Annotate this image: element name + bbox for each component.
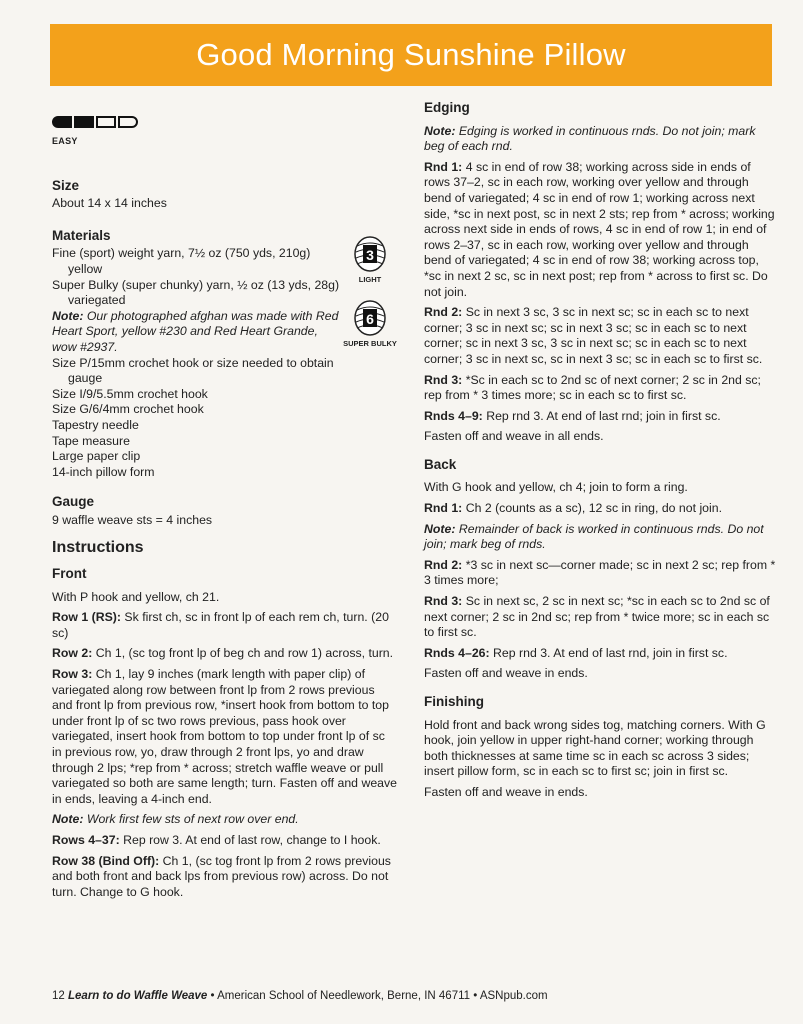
back-rnd-3: Rnd 3: Sc in next sc, 2 sc in next sc; *sc in each sc to 2nd sc of next corner; 2 sc in 2nd sc; rep from * twice more; sc in each sc to first sc. [424, 594, 770, 640]
right-column [424, 100, 776, 806]
material-item: Tapestry needle [52, 417, 139, 432]
materials-heading: Materials [52, 227, 111, 243]
material-item: Size I/9/5.5mm crochet hook [52, 386, 208, 401]
back-rnds-4-26: Rnds 4–26: Rep rnd 3. At end of last rnd, join in first sc. [424, 645, 728, 660]
finishing-text: Hold front and back wrong sides tog, matching corners. With G hook, join yellow in upper right-hand corner; working through both thicknesses at same time sc in each sc across 3 sides; insert pillow form, sc in each sc to first sc; join in first sc. [424, 717, 766, 779]
front-intro: With P hook and yellow, ch 21. [52, 589, 220, 604]
materials-list [52, 246, 340, 480]
book-title: Learn to do Waffle Weave [68, 990, 208, 1002]
back-intro: With G hook and yellow, ch 4; join to form a ring. [424, 480, 688, 495]
skill-level-icon [52, 114, 397, 130]
materials-note [52, 309, 340, 356]
back-fasten: Fasten off and weave in ends. [424, 666, 588, 681]
yarn-weight-number: 6 [366, 311, 374, 327]
front-note: Note: Work first few sts of next row over end. [52, 812, 299, 827]
publisher-info: • American School of Needlework, Berne, IN 46711 • ASNpub.com [210, 990, 548, 1002]
left-column [52, 100, 397, 905]
finishing-heading: Finishing [424, 694, 484, 709]
page-footer [52, 990, 752, 1002]
back-heading: Back [424, 456, 457, 472]
front-heading: Front [52, 566, 87, 582]
edging-note: Note: Edging is worked in continuous rnds. Do not join; mark beg of each rnd. [424, 123, 756, 154]
back-rnd-2: Rnd 2: *3 sc in next sc—corner made; sc in next 2 sc; rep from * 3 times more; [424, 557, 776, 588]
page-title: Good Morning Sunshine Pillow [50, 24, 772, 86]
material-item: Size G/6/4mm crochet hook [52, 402, 204, 417]
edging-rnd-3: Rnd 3: *Sc in each sc to 2nd sc of next corner; 2 sc in 2nd sc; rep from * 3 times more; sc in each sc to first sc. [424, 372, 761, 403]
note-text: Our photographed afghan was made with Red Heart Sport, yellow #230 and Red Heart Grande, wow #2937. [52, 308, 339, 354]
yarn-weight-label: LIGHT [358, 275, 382, 284]
skill-level-label: EASY [52, 136, 78, 146]
page-number: 12 [52, 990, 65, 1002]
note-label: Note: [52, 308, 84, 323]
gauge-text: 9 waffle weave sts = 4 inches [52, 512, 213, 527]
front-row-2: Row 2: Ch 1, (sc tog front lp of beg ch and row 1) across, turn. [52, 646, 394, 661]
back-rnd-1: Rnd 1: Ch 2 (counts as a sc), 12 sc in ring, do not join. [424, 501, 723, 516]
material-item: Size P/15mm crochet hook or size needed to obtain gauge [52, 355, 334, 386]
finishing-fasten: Fasten off and weave in ends. [424, 784, 588, 799]
size-heading: Size [52, 177, 80, 193]
material-item: 14-inch pillow form [52, 464, 155, 479]
front-row-38: Row 38 (Bind Off): Ch 1, (sc tog front lp from 2 rows previous and both front and back lps from previous row) across. Do not turn. Change to G hook. [52, 853, 391, 899]
edging-heading: Edging [424, 100, 470, 115]
material-item: Large paper clip [52, 449, 141, 464]
material-item: Fine (sport) weight yarn, 7½ oz (750 yds, 210g) yellow [52, 246, 311, 276]
edging-rnd-2: Rnd 2: Sc in next 3 sc, 3 sc in next sc; sc in each sc to next corner; 3 sc in next sc; sc in next 3 sc; sc in each sc to next corner; sc in next 3 sc, 3 sc in next sc; sc in each sc to next corner; 3 sc in next sc, sc in next 3 sc; sc in each sc to first sc. [424, 305, 763, 366]
front-row-1: Row 1 (RS): Sk first ch, sc in front lp of each rem ch, turn. (20 sc) [52, 610, 389, 640]
gauge-heading: Gauge [52, 494, 95, 510]
edging-rnd-1: Rnd 1: 4 sc in end of row 38; working across side in ends of rows 37–2, sc in each row, working over yellow and through bend of variegated; 4 sc in end of row 1; working across next side, *sc in next post, sc in next 2 sts; rep from * across; working across next side in ends of rows, 4 sc in end of row 1; in end of rows 2–37, sc in each row, working over yellow and through bend of variegated; 4 sc in end of row 38; working across top, *sc in next 2 sc, sc in next post; rep from * across to first sc. Do not join. [424, 159, 775, 299]
material-item: Tape measure [52, 433, 130, 448]
size-text: About 14 x 14 inches [52, 196, 167, 211]
instructions-heading: Instructions [52, 539, 144, 557]
edging-fasten: Fasten off and weave in all ends. [424, 429, 604, 444]
material-item: Super Bulky (super chunky) yarn, ½ oz (13 yds, 28g) variegated [52, 277, 340, 308]
front-rows-4-37: Rows 4–37: Rep row 3. At end of last row, change to I hook. [52, 832, 381, 847]
yarn-weight-label: SUPER BULKY [343, 339, 397, 348]
front-row-3: Row 3: Ch 1, lay 9 inches (mark length with paper clip) of variegated along row between front lp from 2 rows previous and front lp from previous row, *insert hook from bottom to top under front lp of sc two rows previous, pass hook over variegated, insert hook from bottom to top under front lp of sc in previous row, yo, draw through 2 front lps, yo and draw through 2 lps; *rep from * across; stretch waffle weave or pull variegated so both are same length; turn. Fasten off and weave in ends, leaving a 4-inch end. [52, 667, 397, 806]
back-note: Note: Remainder of back is worked in continuous rnds. Do not join; mark beg of rnds. [424, 521, 764, 552]
yarn-weight-number: 3 [366, 247, 374, 263]
edging-rnds-4-9: Rnds 4–9: Rep rnd 3. At end of last rnd; join in first sc. [424, 408, 721, 423]
